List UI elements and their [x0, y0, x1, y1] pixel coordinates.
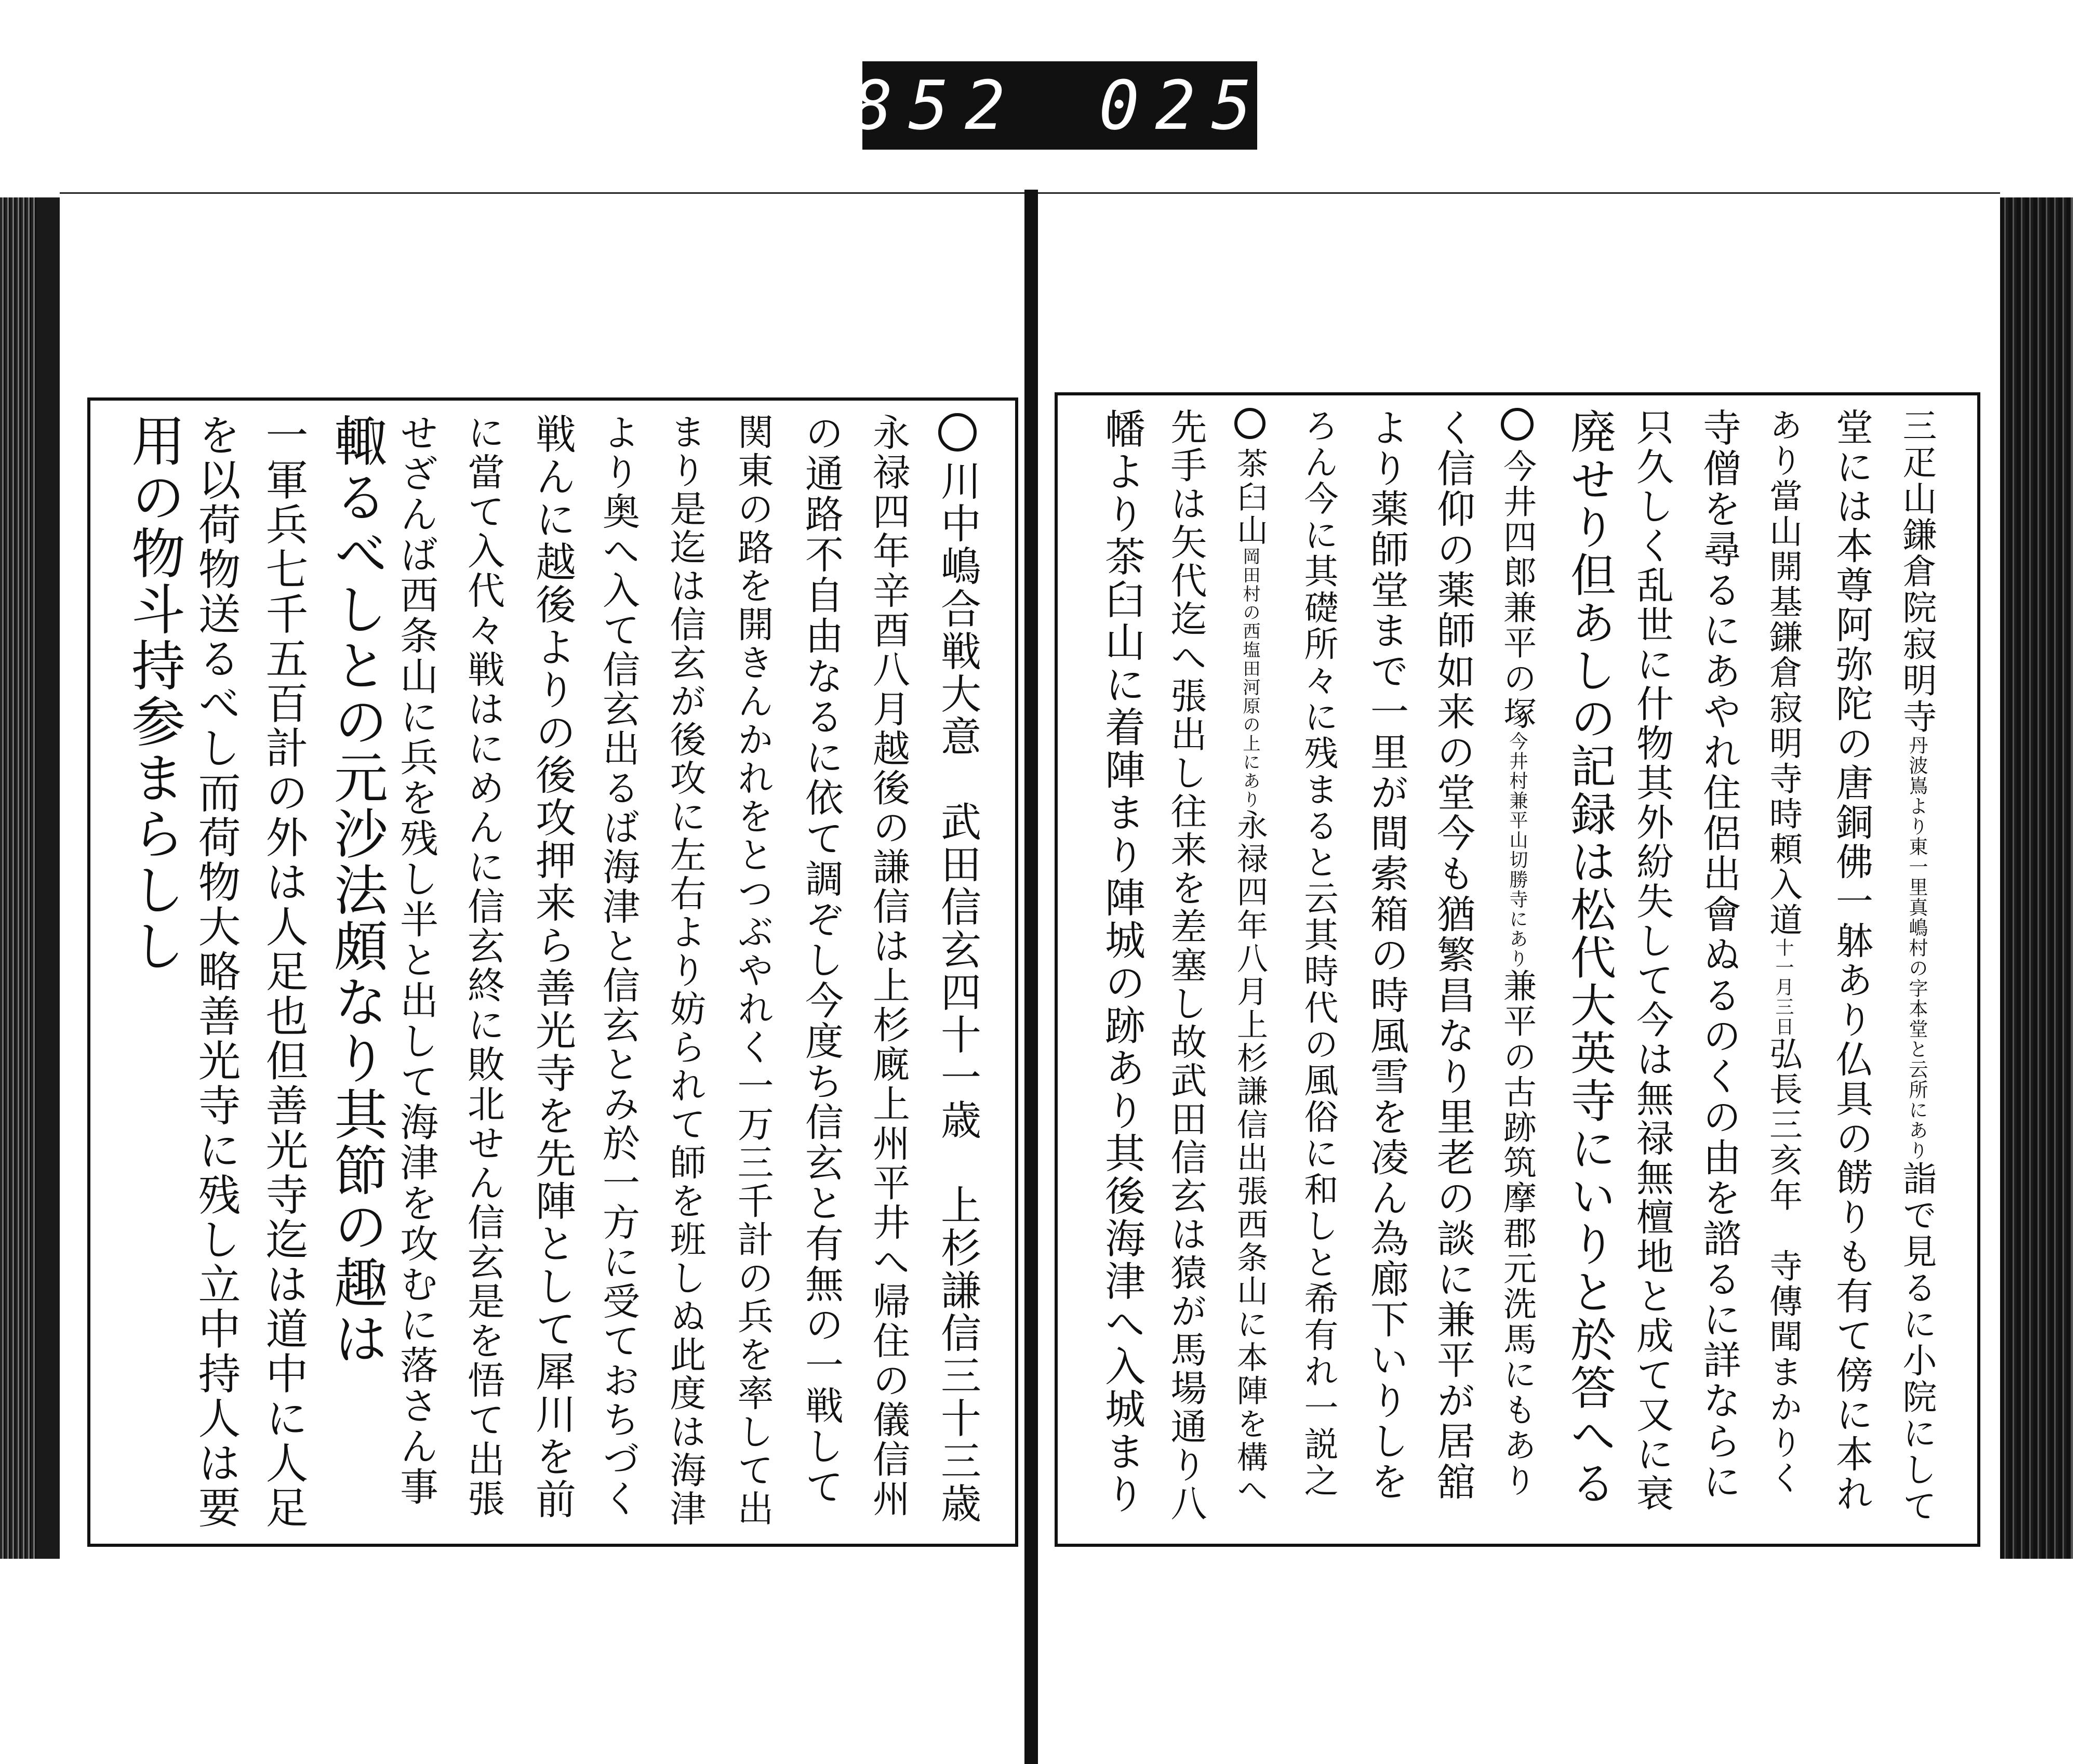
right-column-13 [1098, 408, 1145, 1516]
column-text: 廃せり但あしの記録は松代大英寺にいりと於答へる [1563, 408, 1617, 1507]
column-text: まり是迄は信玄が後攻に左右より妨られて師を班しぬ此度は海津 [664, 413, 707, 1528]
left-column-8 [461, 413, 505, 1519]
left-column-10 [325, 413, 388, 1367]
column-text: 戦んに越後よりの後攻押来ら善光寺を先陣として犀川を前 [529, 413, 576, 1521]
column-text: 一軍兵七千五百計の外は人足也但善光寺迄は道中に人足 [259, 413, 308, 1530]
right-column-8 [1431, 408, 1475, 1502]
right-column-12 [1165, 408, 1207, 1523]
right-column-11 [1234, 408, 1266, 1507]
right-column-7 [1500, 408, 1534, 1498]
right-column-2 [1830, 408, 1873, 1514]
column-text: 用の物斗持参まらしし [122, 413, 185, 974]
column-text-continued: 永禄四年八月上杉謙信出張西条山に本陣を構へ [1232, 809, 1268, 1507]
right-column-3 [1766, 408, 1800, 1496]
left-column-12 [191, 413, 241, 1530]
right-column-1 [1897, 408, 1937, 1524]
column-text-continued: 弘長三亥年 寺傳聞まかりく [1764, 1037, 1802, 1496]
column-text: 川中嶋合戦大意 武田信玄四十一歳 上杉謙信三十三歳 [934, 460, 981, 1525]
column-annotation: 今井村兼平山切勝寺にあり [1507, 732, 1528, 969]
right-column-4 [1697, 408, 1741, 1502]
left-column-13 [122, 413, 185, 974]
book-edge-right [2000, 197, 2073, 1559]
column-text: 幡より茶臼山に着陣まり陣城の跡あり其後海津へ入城まり [1098, 408, 1145, 1516]
column-text: 只久しく乱世に什物其外紛失して今は無禄無檀地と成て又に衰 [1630, 408, 1674, 1514]
right-text-frame [1055, 392, 1980, 1547]
book-binding-left [0, 197, 36, 1559]
left-column-2 [867, 413, 910, 1519]
column-text: 三疋山鎌倉院寂明寺 [1897, 408, 1937, 735]
section-marker-circle [1501, 408, 1534, 441]
column-text: 茶臼山 [1232, 447, 1268, 547]
column-annotation: 丹波嶌より東一里真嶋村の字本堂と云所にあり [1906, 735, 1928, 1161]
left-column-5 [664, 413, 707, 1528]
column-text: せざんば西条山に兵を残し半と出して海津を攻むに落さん事 [394, 413, 438, 1507]
catalog-number-right: 025 [1099, 66, 1268, 145]
column-text: より奥へ入て信玄出るば海津と信玄とみ於一方に受ておちづく [596, 413, 640, 1519]
left-column-4 [731, 413, 774, 1528]
column-text: あり當山開基鎌倉寂明寺時頼入道 [1764, 408, 1802, 938]
column-text-continued: 詣で見るに小院にして [1897, 1161, 1937, 1524]
column-text: を以荷物送るべし而荷物大略善光寺に残し立中持人は要 [191, 413, 241, 1530]
column-annotation: 十一月三日 [1773, 938, 1794, 1037]
column-text: ろん今に其礎所々に残まると云其時代の風俗に和しと希有れ一説之 [1298, 408, 1338, 1499]
column-text: 寺僧を尋るにあやれ住侶出會ぬるのくの由を諮るに詳ならに [1697, 408, 1741, 1502]
left-column-11 [259, 413, 308, 1530]
right-column-9 [1364, 408, 1409, 1502]
column-text: 先手は矢代迄へ張出し往来を差塞し故武田信玄は猿が馬場通り八 [1165, 408, 1207, 1523]
column-annotation: 岡田村の西塩田河原の上にあり [1240, 547, 1260, 809]
column-text: 永禄四年辛酉八月越後の謙信は上杉廐上州平井へ帰住の儀信州 [867, 413, 910, 1519]
section-marker-circle [1234, 408, 1266, 439]
book-spine [1024, 190, 1038, 1764]
right-column-6 [1563, 408, 1617, 1507]
section-marker-circle [938, 413, 977, 452]
left-text-frame [87, 397, 1018, 1547]
left-column-9 [394, 413, 438, 1507]
book-edge-left [36, 197, 60, 1559]
left-column-6 [596, 413, 640, 1519]
column-text: に當て入代々戦はにめんに信玄終に敗北せん信玄是を悟て出張 [461, 413, 505, 1519]
right-column-5 [1630, 408, 1674, 1514]
column-text: 関東の路を開きんかれをとつぶやれく一万三千計の兵を率して出 [731, 413, 774, 1528]
column-text: 堂には本尊阿弥陀の唐銅佛一躰あり仏具の餝りも有て傍に本れ [1830, 408, 1873, 1514]
left-column-7 [529, 413, 576, 1521]
right-column-10 [1298, 408, 1338, 1499]
column-text: く信仰の薬師如来の堂今も猶繁昌なり里老の談に兼平が居舘 [1431, 408, 1475, 1502]
column-text-continued: 兼平の古跡筑摩郡元洗馬にもあり [1498, 969, 1536, 1498]
left-column-1 [934, 413, 981, 1525]
column-text: より薬師堂まで一里が間索箱の時風雪を凌ん為廊下いりしを [1364, 408, 1409, 1502]
catalog-number-plate [852, 61, 1268, 150]
column-text: の通路不自由なるに依て調ぞし今度ち信玄と有無の一戦して [799, 413, 844, 1507]
catalog-number-left: 852 [852, 66, 1021, 145]
column-text: 輙るべしとの元沙法頗なり其節の趣は [325, 413, 388, 1367]
column-text: 今井四郎兼平の塚 [1498, 449, 1536, 732]
left-column-3 [799, 413, 844, 1507]
